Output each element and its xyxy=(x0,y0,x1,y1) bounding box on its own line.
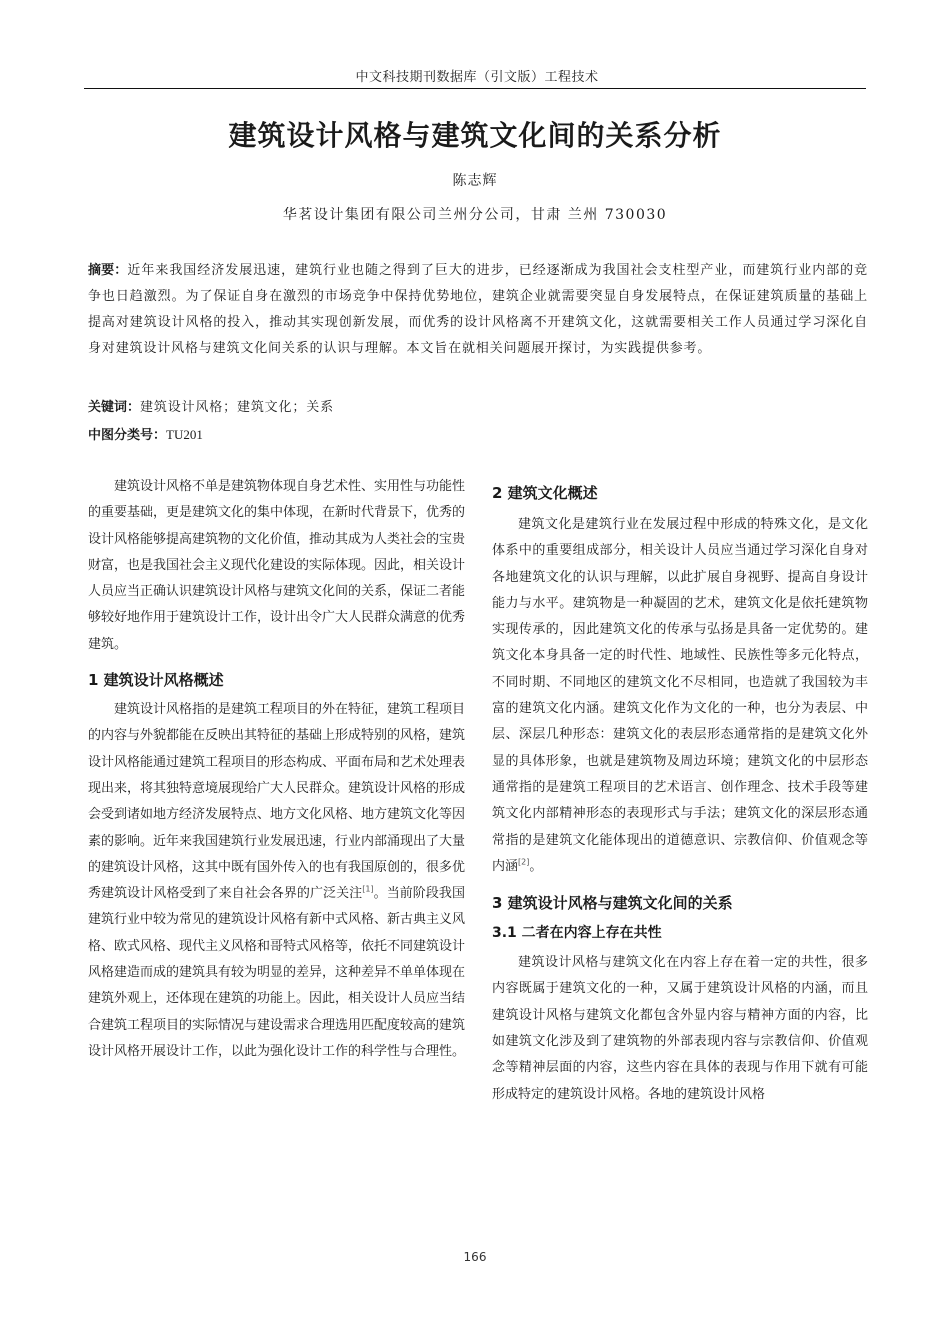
page-number: 166 xyxy=(463,1250,487,1264)
citation-1: [1] xyxy=(362,884,374,894)
abstract xyxy=(88,258,868,362)
author: 陈志辉 xyxy=(452,173,498,189)
classification-code: TU201 xyxy=(166,427,203,442)
header-rule xyxy=(84,88,866,89)
intro-paragraph: 建筑设计风格不单是建筑物体现自身艺术性、实用性与功能性的重要基础，更是建筑文化的集中体现，在新时代背景下，优秀的设计风格能够提高建筑物的文化价值，推动其成为人类社会的宝贵财富，也是我国社会主义现代化建设的实际体现。因此，相关设计人员应当正确认识建筑设计风格与建筑文化间的关系，保证二者能够较好地作用于建筑设计工作，设计出令广大人民群众满意的优秀建筑。 xyxy=(88,479,466,652)
section-2-text-a: 建筑文化是建筑行业在发展过程中形成的特殊文化，是文化体系中的重要组成部分，相关设计人员应当通过学习深化自身对各地建筑文化的认识与理解，以此扩展自身视野、提高自身设计能力与水平。建筑物是一种凝固的艺术，建筑文化是依托建筑物实现传承的，因此建筑文化的传承与弘扬是具备一定优势的。建筑文化本身具备一定的时代性、地域性、民族性等多元化特点，不同时期、不同地区的建筑文化不尽相同，也造就了我国较为丰富的建筑文化内涵。建筑文化作为文化的一种，也分为表层、中层、深层几种形态：建筑文化的表层形态通常指的是建筑文化外显的具体形象，也就是建筑物及周边环境；建筑文化的中层形态通常指的是建筑工程项目的艺术语言、创作理念、技术手段等建筑文化内部精神形态的表现形式与手法；建筑文化的深层形态通常指的是建筑文化能体现出的道德意识、宗教信仰、价值观念等内涵 xyxy=(492,517,868,874)
section-2-heading: 2 建筑文化概述 xyxy=(492,484,598,502)
section-1-paragraph xyxy=(88,697,465,1065)
section-1-text-a: 建筑设计风格指的是建筑工程项目的外在特征，建筑工程项目的内容与外貌都能在反映出其特征的基础上形成特别的风格，建筑设计风格能通过建筑工程项目的形态构成、平面布局和艺术处理表现出来，将其独特意境展现给广大人民群众。建筑设计风格的形成会受到诸如地方经济发展特点、地方文化风格、地方建筑文化等因素的影响。近年来我国建筑行业发展迅速，行业内部涌现出了大量的建筑设计风格，这其中既有国外传入的也有我国原创的，很多优秀建筑设计风格受到了来自社会各界的广泛关注 xyxy=(88,702,466,902)
running-header: 中文科技期刊数据库（引文版）工程技术 xyxy=(355,70,599,85)
keywords xyxy=(88,396,868,415)
paper-title: 建筑设计风格与建筑文化间的关系分析 xyxy=(228,119,722,152)
classification-label: 中图分类号： xyxy=(88,428,167,443)
affiliation: 华茗设计集团有限公司兰州分公司，甘肃 兰州 730030 xyxy=(282,207,668,223)
keywords-label: 关键词： xyxy=(88,400,141,415)
section-3-1-heading: 3.1 二者在内容上存在共性 xyxy=(492,925,662,942)
citation-2: [2] xyxy=(518,857,530,867)
section-3-heading: 3 建筑设计风格与建筑文化间的关系 xyxy=(492,894,733,913)
section-2-paragraph xyxy=(492,512,868,880)
section-2-text-b: 。 xyxy=(529,858,543,874)
keywords-text: 建筑设计风格；建筑文化；关系 xyxy=(140,400,334,415)
section-3-1-paragraph: 建筑设计风格与建筑文化在内容上存在着一定的共性，很多内容既属于建筑文化的一种，又属于建筑设计风格的内涵，而且建筑设计风格与建筑文化都包含外显内容与精神方面的内容，比如建筑文化涉及到了建筑物的外部表现内容与宗教信仰、价值观念等精神层面的内容，这些内容在具体的表现与作用下就有可能形成特定的建筑设计风格。各地的建筑设计风格 xyxy=(492,955,868,1102)
section-1-heading: 1 建筑设计风格概述 xyxy=(88,671,224,690)
classification xyxy=(88,424,868,443)
right-column xyxy=(492,474,868,1108)
left-column xyxy=(88,474,465,1065)
abstract-label: 摘要： xyxy=(88,263,128,278)
section-1-text-b: 。当前阶段我国建筑行业中较为常见的建筑设计风格有新中式风格、新古典主义风格、欧式风格、现代主义风格和哥特式风格等，依托不同建筑设计风格建造而成的建筑具有较为明显的差异，这种差异不单单体现在建筑外观上，还体现在建筑的功能上。因此，相关设计人员应当结合建筑工程项目的实际情况与建设需求合理选用匹配度较高的建筑设计风格开展设计工作，以此为强化设计工作的科学性与合理性。 xyxy=(88,886,466,1059)
abstract-text: 近年来我国经济发展迅速，建筑行业也随之得到了巨大的进步，已经逐渐成为我国社会支柱型产业，而建筑行业内部的竞争也日趋激烈。为了保证自身在激烈的市场竞争中保持优势地位，建筑企业就需要突显自身发展特点，在保证建筑质量的基础上提高对建筑设计风格的投入，推动其实现创新发展，而优秀的设计风格离不开建筑文化，这就需要相关工作人员通过学习深化自身对建筑设计风格与建筑文化间关系的认识与理解。本文旨在就相关问题展开探讨，为实践提供参考。 xyxy=(88,263,868,356)
